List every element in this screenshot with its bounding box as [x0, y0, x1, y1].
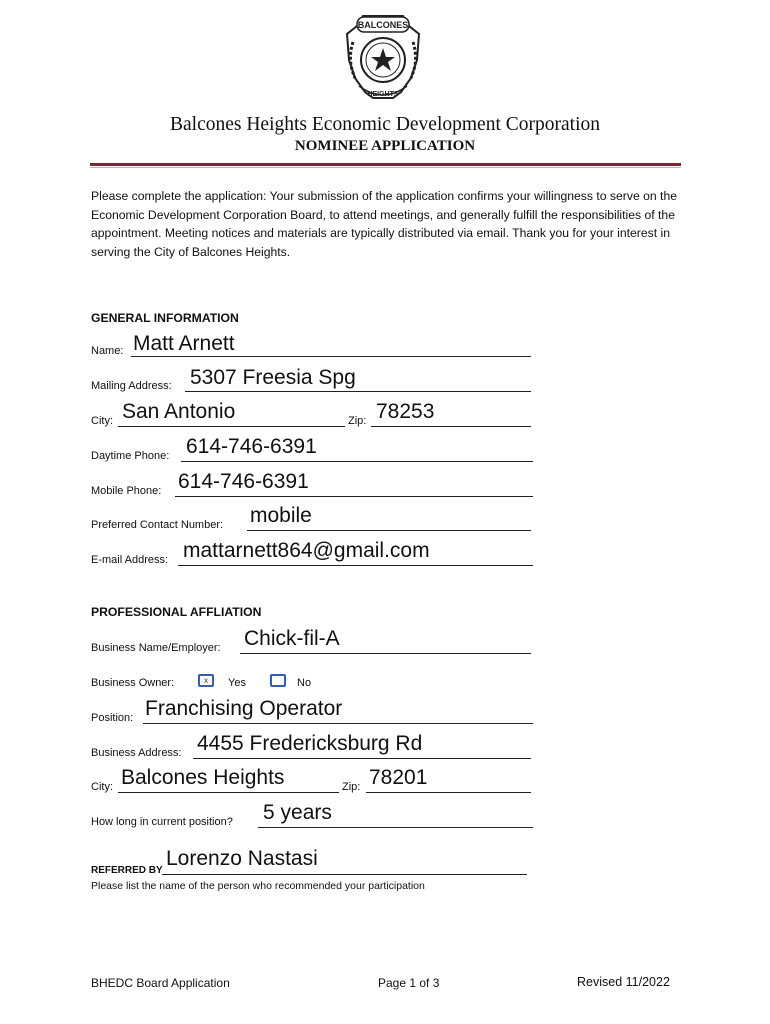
business-city-line — [118, 792, 339, 793]
svg-text:HEIGHTS: HEIGHTS — [367, 91, 399, 98]
business-city-field[interactable]: Balcones Heights — [121, 766, 285, 789]
business-address-label: Business Address: — [91, 747, 182, 759]
mobile-phone-line — [175, 496, 533, 497]
city-label: City: — [91, 415, 113, 427]
business-owner-yes-checkbox[interactable]: x — [198, 674, 214, 687]
mailing-address-line — [185, 391, 531, 392]
email-line — [178, 565, 533, 566]
footer-document-name: BHEDC Board Application — [91, 976, 230, 990]
svg-text:BALCONES: BALCONES — [357, 20, 409, 30]
mailing-address-label: Mailing Address: — [91, 380, 172, 392]
referral-note: Please list the name of the person who recommended your participation — [91, 880, 425, 892]
business-address-line — [193, 758, 531, 759]
intro-paragraph: Please complete the application: Your submission of the application confirms your willingness to serve on the Economic Development Corporation Board, to attend meetings, and generally fulfill the responsibilities of the appointment. Meeting notices and materials are typically distributed via email. Thank you for your interest in serving the City of Balcones Heights. — [91, 189, 678, 259]
header-divider — [90, 163, 681, 166]
city-seal-logo — [341, 12, 425, 104]
business-city-label: City: — [91, 781, 113, 793]
no-label: No — [297, 677, 312, 689]
business-owner-no-checkbox[interactable] — [270, 674, 286, 687]
referred-by-line — [162, 874, 527, 875]
employer-label: Business Name/Employer: — [91, 642, 221, 654]
business-zip-label: Zip: — [342, 781, 361, 793]
footer-page-number: Page 1 of 3 — [378, 976, 440, 990]
name-field[interactable]: Matt Arnett — [133, 332, 235, 355]
referred-by-field[interactable]: Lorenzo Nastasi — [166, 847, 318, 870]
footer-revision: Revised 11/2022 — [577, 975, 670, 989]
position-label: Position: — [91, 712, 134, 724]
employer-field[interactable]: Chick-fil-A — [244, 627, 340, 650]
daytime-phone-line — [181, 461, 533, 462]
position-field[interactable]: Franchising Operator — [145, 697, 343, 720]
form-title: NOMINEE APPLICATION — [294, 138, 476, 154]
business-address-field[interactable]: 4455 Fredericksburg Rd — [197, 732, 423, 755]
business-zip-field[interactable]: 78201 — [369, 766, 428, 789]
mailing-address-field[interactable]: 5307 Freesia Spg — [190, 366, 356, 389]
business-zip-line — [366, 792, 531, 793]
tenure-line — [258, 827, 533, 828]
tenure-field[interactable]: 5 years — [263, 801, 332, 824]
email-label: E-mail Address: — [91, 554, 169, 566]
mobile-phone-label: Mobile Phone: — [91, 485, 162, 497]
preferred-contact-label: Preferred Contact Number: — [91, 519, 224, 531]
email-field[interactable]: mattarnett864@gmail.com — [183, 539, 430, 562]
professional-affiliation-heading: PROFESSIONAL AFFLIATION — [91, 605, 262, 619]
employer-line — [240, 653, 531, 654]
city-line — [118, 426, 345, 427]
preferred-contact-field[interactable]: mobile — [250, 504, 312, 527]
preferred-contact-line — [247, 530, 531, 531]
name-label: Name: — [91, 345, 124, 357]
tenure-label: How long in current position? — [91, 816, 233, 828]
mobile-phone-field[interactable]: 614-746-6391 — [178, 470, 309, 493]
general-information-heading: GENERAL INFORMATION — [91, 311, 239, 325]
zip-field[interactable]: 78253 — [376, 400, 435, 423]
header-divider-shadow — [90, 167, 681, 168]
business-owner-label: Business Owner: — [91, 677, 175, 689]
zip-label: Zip: — [348, 415, 367, 427]
organization-title: Balcones Heights Economic Development Corporation — [170, 114, 600, 135]
position-line — [143, 723, 533, 724]
yes-label: Yes — [228, 677, 246, 689]
name-line — [131, 356, 531, 357]
daytime-phone-field[interactable]: 614-746-6391 — [186, 435, 317, 458]
city-field[interactable]: San Antonio — [122, 400, 236, 423]
daytime-phone-label: Daytime Phone: — [91, 450, 170, 462]
zip-line — [371, 426, 531, 427]
referred-by-label: REFERRED BY — [91, 865, 163, 876]
